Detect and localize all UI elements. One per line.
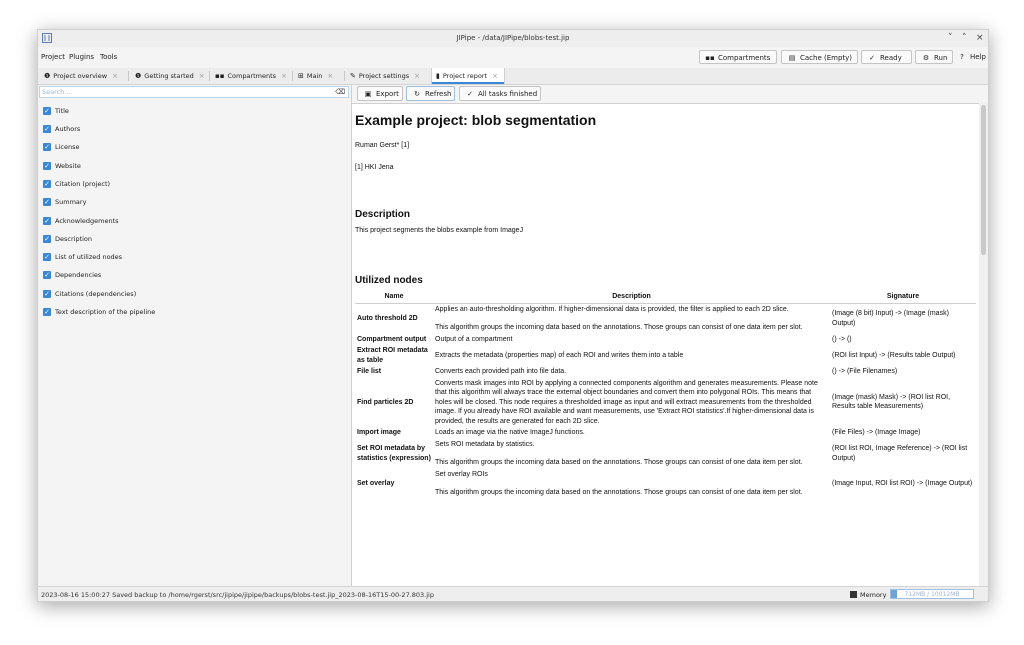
description-heading: Description (355, 209, 411, 220)
node-description-cell (433, 303, 830, 334)
node-name-cell: Set overlay (357, 479, 395, 487)
status-message: 2023-08-16 15:00:27 Saved backup to /home/rgerst/src/jipipe/jipipe/backups/blobs-test.jip_2023-08-16T15-00-27.803.jip (41, 591, 434, 599)
tab-label: Project overview (53, 72, 108, 80)
table-row (355, 345, 976, 366)
menu-tools[interactable]: Tools (100, 53, 118, 61)
report-panel (352, 85, 988, 586)
checkbox-checked-icon[interactable]: ✓ (44, 253, 50, 261)
node-description-cell (433, 469, 830, 499)
node-description-paragraph: This algorithm groups the incoming data based on the annotations. Those groups can consist of one data item per slot. (435, 489, 803, 496)
title-bar (38, 30, 988, 48)
cache-button[interactable] (781, 50, 858, 64)
checkbox-checked-icon[interactable]: ✓ (44, 162, 50, 170)
node-name-cell: Import image (357, 429, 401, 436)
utilized-nodes-table (355, 291, 976, 499)
export-button[interactable] (357, 86, 403, 101)
report-affiliation: [1] HKI Jena (355, 164, 394, 171)
node-description-cell (433, 439, 830, 469)
refresh-button-label: Refresh (425, 90, 452, 98)
node-name-cell: Auto threshold 2D (357, 314, 418, 322)
checkbox-checked-icon[interactable]: ✓ (44, 125, 50, 133)
refresh-icon: ↻ (414, 90, 420, 98)
tab-label: Project settings (358, 72, 410, 80)
checkbox-checked-icon[interactable]: ✓ (44, 198, 50, 206)
node-description-paragraph: Loads an image via the native ImageJ functions. (435, 429, 585, 436)
node-description-paragraph: Converts each provided path into file data. (435, 368, 567, 375)
checkbox-checked-icon[interactable]: ✓ (44, 180, 50, 188)
report-sections-sidebar (38, 85, 352, 586)
node-signature-cell: () -> (File Filenames) (832, 368, 898, 375)
section-label: Text description of the pipeline (55, 308, 156, 316)
tab-label: Getting started (144, 72, 194, 80)
paragraph-gap (435, 449, 828, 458)
compartments-button[interactable] (699, 50, 777, 64)
table-row (355, 303, 976, 334)
close-tab-icon[interactable]: × (112, 72, 118, 80)
tasks-status-label: All tasks finished (478, 90, 538, 98)
node-description-paragraph: Extracts the metadata (properties map) of each ROI and writes them into a table (435, 351, 684, 359)
tab-getting-started[interactable] (135, 68, 205, 84)
tab-divider (209, 71, 210, 81)
checkbox-checked-icon[interactable]: ✓ (44, 107, 50, 115)
tab-compartments[interactable] (215, 68, 287, 84)
section-description[interactable] (43, 235, 92, 245)
export-button-label: Export (376, 90, 399, 98)
menu-project[interactable]: Project (41, 53, 65, 61)
report-icon: ▮ (436, 72, 440, 80)
scrollbar-thumb[interactable] (981, 105, 986, 255)
node-signature-cell: (Image (8 bit) Input) -> (Image (mask) Output) (832, 310, 949, 327)
report-view (352, 103, 979, 587)
check-circle-icon: ✓ (869, 54, 875, 62)
node-description-paragraph: Set overlay ROIs (435, 470, 488, 478)
column-header-signature: Signature (830, 291, 976, 303)
section-label: Dependencies (55, 271, 102, 279)
close-icon[interactable]: × (976, 33, 984, 43)
tab-label: Main (306, 72, 323, 80)
clear-search-icon[interactable]: ⌫ (335, 88, 345, 96)
maximize-icon[interactable]: ˄ (962, 33, 967, 43)
node-name-cell: Set ROI metadata by statistics (expression) (357, 445, 431, 462)
section-summary[interactable] (43, 198, 86, 208)
checkbox-checked-icon[interactable]: ✓ (44, 290, 50, 298)
tab-label: Project report (442, 72, 488, 80)
info-icon: ❶ (44, 72, 51, 80)
tab-project-report[interactable] (431, 68, 505, 84)
help-button[interactable] (955, 50, 986, 64)
section-citations-dependencies[interactable] (43, 290, 136, 300)
node-name-cell: Find particles 2D (357, 398, 414, 406)
description-text: This project segments the blobs example from ImageJ (355, 227, 524, 234)
section-acknowledgements[interactable] (43, 217, 119, 227)
node-description-cell (433, 378, 830, 428)
app-window (37, 29, 989, 602)
search-input[interactable] (42, 87, 332, 97)
section-label: Website (55, 162, 81, 170)
help-button-label: Help (970, 53, 986, 61)
gear-icon: ⚙ (922, 54, 930, 62)
memory-icon (850, 591, 857, 598)
section-label: Summary (55, 198, 87, 206)
help-icon: ? (960, 53, 964, 61)
section-label: Title (55, 107, 69, 115)
node-description-paragraph: Converts mask images into ROI by applying a connected components algorithm and generates measurements. Please note that this algorithm will always trace the external object boundaries and convert them into polygonal ROIs. This means that holes will be closed. This node requires a thresholded image as input and will extract measurements from the thresholded image. If you already have ROI available and want measurements, use 'Extract ROI statistics'.If higher-dimensional data is provided, the results are generated for each 2D slice. (435, 379, 818, 425)
section-authors[interactable] (43, 125, 80, 135)
node-signature-cell: (Image (mask) Mask) -> (ROI list ROI, Results table Measurements) (832, 393, 951, 411)
wrench-icon: ✎ (350, 72, 356, 80)
node-description-cell (433, 345, 830, 366)
database-icon: ▤ (788, 54, 796, 62)
tab-main[interactable] (298, 68, 333, 84)
tab-divider (344, 71, 345, 81)
table-row (355, 469, 976, 499)
tab-project-settings[interactable] (350, 68, 420, 84)
close-tab-icon[interactable]: × (281, 72, 287, 80)
section-label: Citations (dependencies) (55, 290, 137, 298)
run-button[interactable] (915, 50, 953, 64)
section-label: Description (55, 235, 93, 243)
checkbox-checked-icon[interactable]: ✓ (44, 143, 50, 151)
tab-divider (292, 71, 293, 81)
compartments-icon: ▪▪ (215, 72, 225, 80)
ready-button[interactable] (861, 50, 912, 64)
save-icon: ▣ (364, 90, 372, 98)
node-name-cell: File list (357, 368, 382, 375)
checkbox-checked-icon[interactable]: ✓ (44, 217, 50, 225)
tab-project-overview[interactable] (44, 68, 118, 84)
section-label: Citation (project) (55, 180, 111, 188)
table-body (355, 303, 976, 499)
section-label: Authors (55, 125, 81, 133)
tab-bar (38, 68, 988, 85)
minimize-icon[interactable]: ˅ (948, 33, 953, 43)
section-title[interactable] (43, 107, 69, 117)
table-row (355, 334, 976, 346)
section-utilized-nodes[interactable] (43, 253, 122, 263)
checkbox-checked-icon[interactable]: ✓ (44, 271, 50, 279)
report-authors: Ruman Gerst* [1] (355, 142, 410, 149)
node-signature-cell: (ROI list ROI, Image Reference) -> (ROI list Output) (832, 445, 968, 462)
column-header-name: Name (355, 291, 433, 303)
memory-text: 712MB / 10012MB (904, 591, 960, 598)
node-description-paragraph: Applies an auto-thresholding algorithm. If higher-dimensional data is provided, the filter is applied to each 2D slice. (435, 305, 789, 313)
tab-label: Compartments (227, 72, 277, 80)
menu-bar (38, 47, 988, 68)
node-name-cell: Extract ROI metadata as table (357, 347, 428, 364)
section-label: License (55, 143, 80, 151)
section-label: Acknowledgements (55, 217, 119, 225)
node-signature-cell: (ROI list Input) -> (Results table Output) (832, 351, 956, 359)
run-button-label: Run (934, 54, 948, 62)
table-header-row (355, 291, 976, 303)
node-description-paragraph: Sets ROI metadata by statistics. (435, 440, 535, 448)
node-description-paragraph: This algorithm groups the incoming data based on the annotations. Those groups can consist of one data item per slot. (435, 459, 803, 466)
info-icon: ❶ (135, 72, 142, 80)
node-description-cell (433, 427, 830, 439)
close-tab-icon[interactable]: × (492, 72, 498, 80)
section-license[interactable] (43, 143, 80, 153)
paragraph-gap (435, 479, 828, 488)
table-row (355, 366, 976, 378)
section-dependencies[interactable] (43, 271, 101, 281)
column-header-description: Description (433, 291, 830, 303)
section-label: List of utilized nodes (55, 253, 123, 261)
tasks-status-button[interactable] (459, 86, 541, 101)
checkbox-checked-icon[interactable]: ✓ (44, 308, 50, 316)
compartments-button-label: Compartments (718, 54, 771, 62)
graph-icon: ⊞ (298, 72, 304, 80)
section-text-description[interactable] (43, 308, 155, 318)
node-description-cell (433, 334, 830, 346)
node-description-paragraph: This algorithm groups the incoming data based on the annotations. Those groups can consist of one data item per slot. (435, 324, 803, 331)
node-name-cell: Compartment output (357, 335, 427, 343)
status-bar (38, 586, 988, 602)
node-signature-cell: () -> () (832, 335, 852, 343)
paragraph-gap (435, 314, 828, 323)
close-tab-icon[interactable]: × (327, 72, 334, 80)
ready-button-label: Ready (880, 54, 902, 62)
close-tab-icon[interactable]: × (198, 72, 205, 80)
section-citation-project[interactable] (43, 180, 110, 190)
report-title: Example project: blob segmentation (355, 112, 597, 128)
checkbox-checked-icon[interactable]: ✓ (44, 235, 50, 243)
nodes-heading: Utilized nodes (355, 275, 423, 286)
search-box (39, 86, 349, 98)
close-tab-icon[interactable]: × (414, 72, 420, 80)
vertical-scrollbar[interactable] (979, 103, 988, 586)
node-description-paragraph: Output of a compartment (435, 335, 513, 343)
check-circle-icon: ✓ (467, 90, 473, 98)
node-description-cell (433, 366, 830, 378)
refresh-button[interactable] (406, 86, 455, 101)
compartments-icon: ▪▪ (705, 54, 715, 62)
memory-bar[interactable] (890, 589, 974, 599)
memory-label: Memory (860, 591, 887, 599)
node-signature-cell: (Image Input, ROI list ROI) -> (Image Output) (832, 479, 973, 487)
table-row (355, 427, 976, 439)
section-website[interactable] (43, 162, 81, 172)
node-signature-cell: (File Files) -> (Image Image) (832, 429, 921, 436)
window-title: JIPipe - /data/JIPipe/blobs-test.jip (456, 34, 570, 42)
table-row (355, 439, 976, 469)
cache-button-label: Cache (Empty) (800, 54, 853, 62)
menu-plugins[interactable]: Plugins (69, 53, 95, 61)
table-row (355, 378, 976, 428)
tab-divider (128, 71, 129, 81)
